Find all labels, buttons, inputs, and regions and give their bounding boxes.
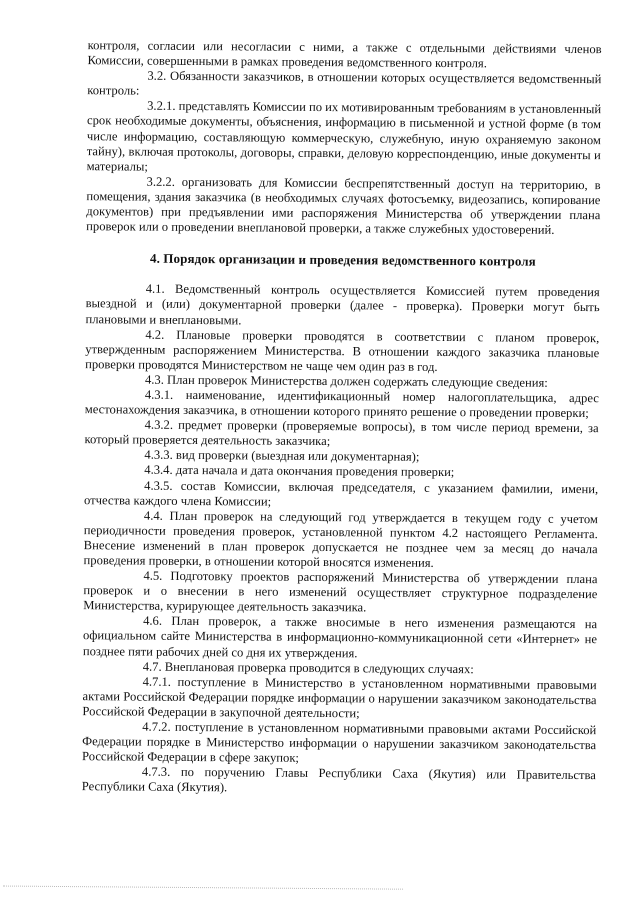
- paragraph-4-3-1: 4.3.1. наименование, идентификационный номер налогоплательщика, адрес местонахождения заказчика, в отношении которого принято решение о проведении проверки;: [84, 387, 599, 421]
- paragraph-4-7-3: 4.7.3. по поручению Главы Республики Саха (Якутия) или Правительства Республики Саха (Якутия).: [81, 764, 596, 795]
- paragraph-4-7: 4.7. Внеплановая проверка проводится в следующих случаях:: [142, 659, 474, 676]
- paragraph-4-5: 4.5. Подготовку проектов распоряжений Министерства об утверждении плана проверок и о внесении в него изменений осуществляет структурное подразделение Министерства, курирующее деятельность заказчика.: [83, 568, 598, 615]
- section-heading: 4. Порядок организации и проведения ведомственного контроля: [149, 250, 536, 269]
- paragraph-4-1: 4.1. Ведомственный контроль осуществляется Комиссией путем проведения выездной и (или) документарной проверки (далее - проверка). Проверки могут быть плановыми и внеплановыми.: [85, 281, 600, 327]
- paragraph-4-7-2: 4.7.2. поступление в установленном нормативными правовыми актами Российской Федерации порядке в Министерство информации о нарушении заказчиком законодательства Российской Федерации в сфере закупок;: [81, 719, 597, 766]
- document-body: [82, 38, 602, 799]
- paragraph-4-3: 4.3. План проверок Министерства должен содержать следующие сведения:: [144, 372, 548, 390]
- paragraph-4-3-5: 4.3.5. состав Комиссии, включая председателя, с указанием фамилии, имени, отчества каждого члена Комиссии;: [84, 478, 599, 509]
- paragraph-4-3-4: 4.3.4. дата начала и дата окончания проведения проверки;: [144, 463, 455, 480]
- paragraph-4-2: 4.2. Плановые проверки проводятся в соответствии с планом проверок, утвержденным распоряжением Министерства. В отношении каждого заказчика плановые проверки проводятся Министерством не чаще чем один раз в год.: [85, 327, 600, 374]
- paragraph-4-6: 4.6. План проверок, а также вносимые в него изменения размещаются на официальном сайте Министерства в информационно-коммуникационной сети «Интернет» не позднее пяти рабочих дней со дня их утверждения.: [82, 614, 598, 660]
- paragraph-3-2-1: 3.2.1. представлять Комиссии по их мотивированным требованиям в установленный срок необходимые документы, объяснения, информацию в письменной и устной форме (в том числе информацию, составляющую коммерческую, служебную, иную охраняемую законом тайну), включая протоколы, договоры, справки, деловую корреспонденцию, иные документы и материалы;: [86, 99, 602, 174]
- scan-edge-divider: [3, 886, 403, 890]
- paragraph-4-4: 4.4. План проверок на следующий год утверждается в текущем году с учетом периодичности проведения проверок, установленной пунктом 4.2 настоящего Регламента. Внесение изменений в план проверок допускается не позднее чем за месяц до начала проведения проверки, в отношении которой вносятся изменения.: [83, 508, 598, 570]
- paragraph-3-2: 3.2. Обязанности заказчиков, в отношении которых осуществляется ведомственный контроль:: [87, 68, 602, 98]
- paragraph-3-2-2: 3.2.2. организовать для Комиссии беспрепятственный доступ на территорию, в помещения, здания заказчика (в необходимых случаях фотосъемку, видеозапись, копирование документов) при предъявлении ими распоряжения Министерства об утверждении плана проверок или о проведении внеплановой проверки, а также служебных удостоверений.: [86, 174, 601, 237]
- paragraph-4-3-2: 4.3.2. предмет проверки (проверяемые вопросы), в том числе период времени, за который проверяется деятельность заказчика;: [84, 417, 599, 449]
- paragraph-4-7-1: 4.7.1. поступление в Министерство в установленном нормативными правовыми актами Российской Федерации порядке информации о нарушении заказчиком законодательства Российской Федерации в закупочной деятельности;: [82, 674, 597, 721]
- paragraph-4-3-3: 4.3.3. вид проверки (выездная или документарная);: [144, 447, 420, 465]
- paragraph-continuation: контроля, согласии или несогласии с ними, а также с отдельными действиями членов Комиссии, совершенными в рамках проведения ведомственного контроля.: [87, 38, 602, 71]
